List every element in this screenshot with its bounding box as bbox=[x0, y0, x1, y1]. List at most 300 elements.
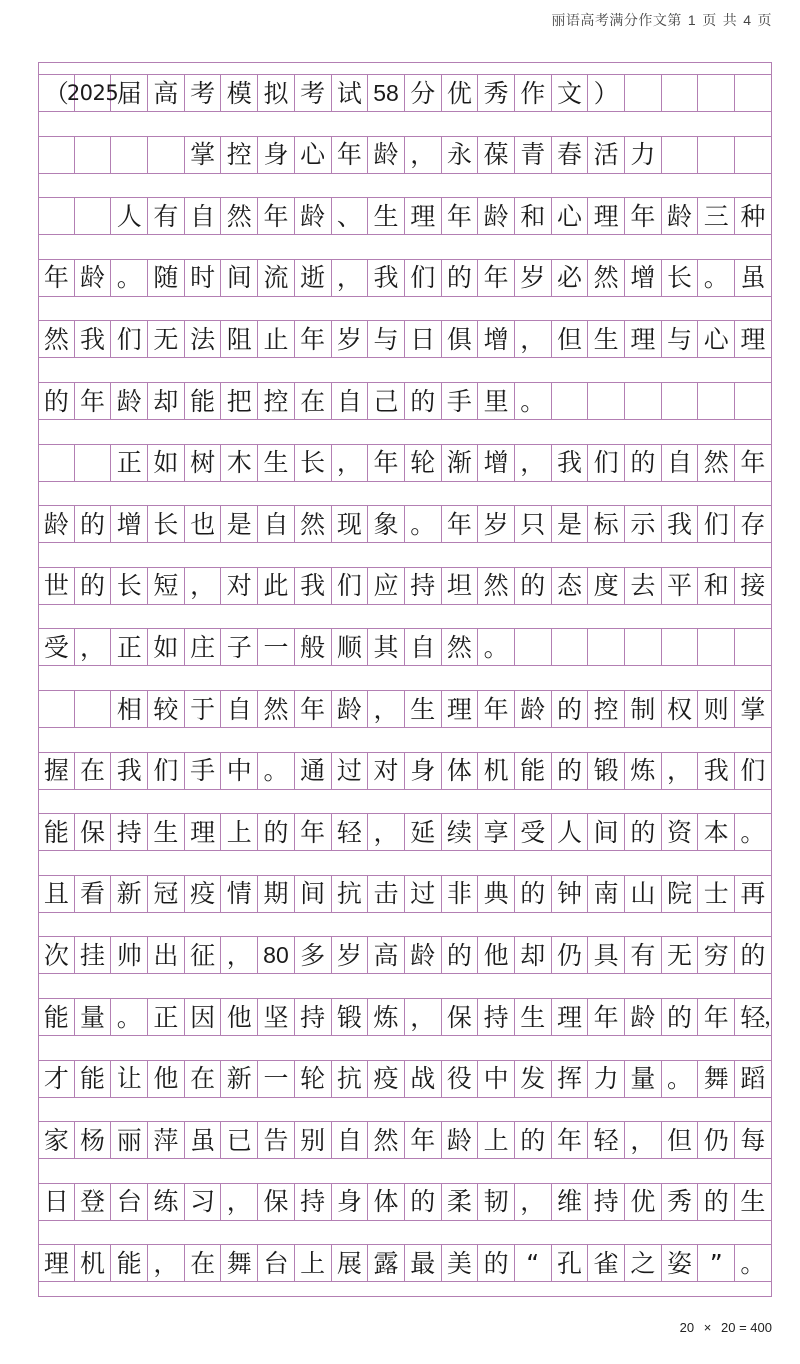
grid-cell: 模 bbox=[221, 75, 258, 111]
grid-cell: 三 bbox=[698, 198, 735, 234]
page-label: 页 bbox=[702, 13, 717, 29]
grid-row bbox=[38, 1244, 772, 1282]
grid-cell: 持 bbox=[478, 999, 515, 1035]
grid-cell: 把 bbox=[221, 383, 258, 419]
grid-cell: 年 bbox=[478, 260, 515, 296]
grid-cell: 青 bbox=[515, 137, 552, 173]
grid-cell: 他 bbox=[478, 937, 515, 973]
grid-cell: 韧 bbox=[478, 1184, 515, 1220]
grid-cell: 持 bbox=[111, 814, 148, 850]
grid-cell: 登 bbox=[75, 1184, 112, 1220]
grid-cell: 木 bbox=[221, 445, 258, 481]
grid-cell: 一 bbox=[258, 1061, 295, 1097]
grid-cell: 我 bbox=[295, 568, 332, 604]
grid-cell: 春 bbox=[552, 137, 589, 173]
grid-cell: 量 bbox=[75, 999, 112, 1035]
grid-cell: 届 bbox=[111, 75, 148, 111]
grid-cell: 于 bbox=[185, 691, 222, 727]
grid-cell: 渐 bbox=[442, 445, 479, 481]
grid-cell: 上 bbox=[295, 1245, 332, 1281]
grid-cell: ） bbox=[588, 75, 625, 111]
grid-cell: 挥 bbox=[552, 1061, 589, 1097]
grid-cell: 机 bbox=[478, 753, 515, 789]
grid-cell: 持 bbox=[588, 1184, 625, 1220]
grid-cell: 征 bbox=[185, 937, 222, 973]
grid-cell: 保 bbox=[258, 1184, 295, 1220]
page-total: 4 bbox=[743, 12, 752, 28]
grid-cell: 顺 bbox=[332, 629, 369, 665]
grid-cell: 情 bbox=[221, 876, 258, 912]
grid-cell: 我 bbox=[111, 753, 148, 789]
grid-cell: 己 bbox=[368, 383, 405, 419]
grid-row bbox=[38, 259, 772, 297]
grid-row bbox=[38, 444, 772, 482]
grid-cell: 权 bbox=[662, 691, 699, 727]
grid-cell: 钟 bbox=[552, 876, 589, 912]
grid-cell: 控 bbox=[588, 691, 625, 727]
grid-cell: 家 bbox=[38, 1122, 75, 1158]
grid-cell: 龄 bbox=[368, 137, 405, 173]
grid-cell: 长 bbox=[111, 568, 148, 604]
grid-cell: 体 bbox=[442, 753, 479, 789]
grid-cell: 且 bbox=[38, 876, 75, 912]
grid-cell: 能 bbox=[38, 814, 75, 850]
grid-cell: 如 bbox=[148, 445, 185, 481]
grid-cell: 止 bbox=[258, 321, 295, 357]
grid-cell: 炼 bbox=[368, 999, 405, 1035]
grid-row bbox=[38, 690, 772, 728]
grid-cell: 年 bbox=[295, 691, 332, 727]
grid-cell: 的 bbox=[405, 1184, 442, 1220]
grid-cell: 在 bbox=[185, 1061, 222, 1097]
grid-cell: 日 bbox=[38, 1184, 75, 1220]
grid-cell: 年 bbox=[442, 506, 479, 542]
grid-cell: 。 bbox=[478, 629, 515, 665]
document-title: 丽语高考满分作文第 bbox=[551, 13, 682, 29]
grid-cell: 时 bbox=[185, 260, 222, 296]
grid-row bbox=[38, 1060, 772, 1098]
grid-cell: 也 bbox=[185, 506, 222, 542]
grid-cell: 们 bbox=[332, 568, 369, 604]
grid-cell: 舞 bbox=[221, 1245, 258, 1281]
grid-cell: 的 bbox=[442, 260, 479, 296]
grid-cell: 们 bbox=[148, 753, 185, 789]
grid-cell bbox=[735, 137, 772, 173]
grid-cell: 能 bbox=[111, 1245, 148, 1281]
grid-cell: 受 bbox=[38, 629, 75, 665]
grid-cell: 锻 bbox=[588, 753, 625, 789]
grid-cell: 持 bbox=[295, 1184, 332, 1220]
total-label: 共 bbox=[722, 13, 738, 29]
grid-cell: 我 bbox=[662, 506, 699, 542]
grid-cell: 年 bbox=[552, 1122, 589, 1158]
grid-cell: 岁 bbox=[478, 506, 515, 542]
grid-cell: 态 bbox=[552, 568, 589, 604]
grid-cell: 的 bbox=[662, 999, 699, 1035]
grid-cell: 享 bbox=[478, 814, 515, 850]
grid-cell: 对 bbox=[368, 753, 405, 789]
grid-cell: 持 bbox=[295, 999, 332, 1035]
grid-cell: ， bbox=[75, 629, 112, 665]
grid-cell: ， bbox=[148, 1245, 185, 1281]
grid-cell: 长 bbox=[662, 260, 699, 296]
grid-cell: 手 bbox=[442, 383, 479, 419]
grid-cell: 美 bbox=[442, 1245, 479, 1281]
grid-cell: 和 bbox=[515, 198, 552, 234]
grid-cell: 续 bbox=[442, 814, 479, 850]
grid-cell: 心 bbox=[552, 198, 589, 234]
grid-cell: 然 bbox=[698, 445, 735, 481]
grid-cell bbox=[38, 137, 75, 173]
grid-cell: 抗 bbox=[332, 1061, 369, 1097]
grid-cell: 新 bbox=[221, 1061, 258, 1097]
grid-cell: 然 bbox=[38, 321, 75, 357]
grid-cell: 典 bbox=[478, 876, 515, 912]
grid-cell: 正 bbox=[148, 999, 185, 1035]
grid-cell: 的 bbox=[515, 876, 552, 912]
grid-cell: 年 bbox=[442, 198, 479, 234]
grid-cell: 身 bbox=[258, 137, 295, 173]
grid-cell: 的 bbox=[75, 506, 112, 542]
grid-cell bbox=[38, 445, 75, 481]
grid-cell: 增 bbox=[478, 321, 515, 357]
composition-grid-sheet bbox=[38, 62, 786, 1297]
grid-cell bbox=[698, 75, 735, 111]
grid-cell: 上 bbox=[221, 814, 258, 850]
grid-cell: 习 bbox=[185, 1184, 222, 1220]
grid-cell: 掌 bbox=[735, 691, 772, 727]
grid-cell: 逝 bbox=[295, 260, 332, 296]
grid-cell: 现 bbox=[332, 506, 369, 542]
grid-cell: 人 bbox=[111, 198, 148, 234]
grid-cell: 让 bbox=[111, 1061, 148, 1097]
grid-cell bbox=[662, 629, 699, 665]
grid-cell: 58 bbox=[368, 75, 405, 111]
grid-cell: 正 bbox=[111, 445, 148, 481]
grid-cell: 庄 bbox=[185, 629, 222, 665]
grid-cell: 与 bbox=[662, 321, 699, 357]
grid-cell: 。 bbox=[735, 1245, 772, 1281]
grid-cell: 然 bbox=[442, 629, 479, 665]
grid-cell: 挂 bbox=[75, 937, 112, 973]
grid-cell: 秀 bbox=[662, 1184, 699, 1220]
grid-cell bbox=[735, 75, 772, 111]
grid-cell bbox=[625, 75, 662, 111]
grid-cell: ， bbox=[625, 1122, 662, 1158]
grid-cell bbox=[552, 383, 589, 419]
grid-cell: 台 bbox=[258, 1245, 295, 1281]
grid-cell: 别 bbox=[295, 1122, 332, 1158]
grid-cell: 练 bbox=[148, 1184, 185, 1220]
grid-cell: 炼 bbox=[625, 753, 662, 789]
grid-cell: 延 bbox=[405, 814, 442, 850]
grid-cell: ， bbox=[405, 137, 442, 173]
grid-cell: 仍 bbox=[698, 1122, 735, 1158]
grid-cell: 保 bbox=[75, 814, 112, 850]
grid-cell: 疫 bbox=[185, 876, 222, 912]
grid-cell bbox=[552, 629, 589, 665]
grid-cell: 度 bbox=[588, 568, 625, 604]
grid-cell: 多 bbox=[295, 937, 332, 973]
grid-cell: 的 bbox=[552, 753, 589, 789]
grid-cell: 然 bbox=[368, 1122, 405, 1158]
grid-cell: 理 bbox=[442, 691, 479, 727]
grid-cell: 舞 bbox=[698, 1061, 735, 1097]
grid-cell: 增 bbox=[625, 260, 662, 296]
grid-cell: 生 bbox=[148, 814, 185, 850]
grid-cell: 他 bbox=[221, 999, 258, 1035]
grid-cell: 锻 bbox=[332, 999, 369, 1035]
footer-times: × bbox=[703, 1320, 712, 1335]
grid-cell: 般 bbox=[295, 629, 332, 665]
grid-cell: 活 bbox=[588, 137, 625, 173]
grid-cell: 自 bbox=[405, 629, 442, 665]
grid-cell: 资 bbox=[662, 814, 699, 850]
grid-cell: 龄 bbox=[515, 691, 552, 727]
grid-cell: 岁 bbox=[332, 321, 369, 357]
grid-cell: 自 bbox=[185, 198, 222, 234]
grid-cell: 永 bbox=[442, 137, 479, 173]
grid-cell: 却 bbox=[148, 383, 185, 419]
grid-row bbox=[38, 752, 772, 790]
grid-cell bbox=[588, 629, 625, 665]
grid-cell: 年 bbox=[295, 321, 332, 357]
footer-rows: 20 bbox=[720, 1320, 736, 1335]
grid-cell: 台 bbox=[111, 1184, 148, 1220]
grid-cell: 萍 bbox=[148, 1122, 185, 1158]
grid-cell: 发 bbox=[515, 1061, 552, 1097]
grid-cell: 生 bbox=[588, 321, 625, 357]
grid-cell: ， bbox=[515, 445, 552, 481]
grid-cell: 我 bbox=[552, 445, 589, 481]
grid-cell: 柔 bbox=[442, 1184, 479, 1220]
grid-cell: 次 bbox=[38, 937, 75, 973]
grid-cell: ， bbox=[332, 260, 369, 296]
grid-row bbox=[38, 382, 772, 420]
grid-cell: 展 bbox=[332, 1245, 369, 1281]
grid-cell: 然 bbox=[588, 260, 625, 296]
grid-cell: 间 bbox=[295, 876, 332, 912]
grid-cell bbox=[38, 198, 75, 234]
grid-cell: 龄 bbox=[111, 383, 148, 419]
grid-cell: 应 bbox=[368, 568, 405, 604]
grid-cell: 疫 bbox=[368, 1061, 405, 1097]
grid-cell: 则 bbox=[698, 691, 735, 727]
grid-cell: 与 bbox=[368, 321, 405, 357]
grid-cell: 此 bbox=[258, 568, 295, 604]
grid-cell: 然 bbox=[221, 198, 258, 234]
grid-cell bbox=[625, 383, 662, 419]
footer-total: 400 bbox=[750, 1320, 772, 1335]
grid-cell: ， bbox=[515, 321, 552, 357]
grid-cell: 轻 bbox=[588, 1122, 625, 1158]
grid-cell: 战 bbox=[405, 1061, 442, 1097]
grid-cell: 在 bbox=[75, 753, 112, 789]
grid-cell: 南 bbox=[588, 876, 625, 912]
grid-cell: 作 bbox=[515, 75, 552, 111]
grid-cell: 我 bbox=[368, 260, 405, 296]
grid-cell: 去 bbox=[625, 568, 662, 604]
grid-cell: 持 bbox=[405, 568, 442, 604]
grid-cell: 流 bbox=[258, 260, 295, 296]
grid-row bbox=[38, 136, 772, 174]
grid-cell: ， bbox=[405, 999, 442, 1035]
grid-cell: 击 bbox=[368, 876, 405, 912]
grid-cell: 龄 bbox=[442, 1122, 479, 1158]
overflow-punctuation: ， bbox=[763, 1005, 786, 1030]
grid-cell: 心 bbox=[698, 321, 735, 357]
grid-cell: 维 bbox=[552, 1184, 589, 1220]
grid-cell: 增 bbox=[111, 506, 148, 542]
grid-cell: 生 bbox=[405, 691, 442, 727]
grid-cell: 们 bbox=[588, 445, 625, 481]
grid-cell: 力 bbox=[625, 137, 662, 173]
grid-row bbox=[38, 505, 772, 543]
grid-cell: 拟 bbox=[258, 75, 295, 111]
grid-cell: 体 bbox=[368, 1184, 405, 1220]
grid-cell: 生 bbox=[515, 999, 552, 1035]
grid-cell: 龄 bbox=[75, 260, 112, 296]
grid-cell bbox=[75, 445, 112, 481]
grid-cell: 的 bbox=[38, 383, 75, 419]
grid-cell bbox=[698, 137, 735, 173]
grid-row bbox=[38, 320, 772, 358]
grid-cell: 人 bbox=[552, 814, 589, 850]
grid-cell: 们 bbox=[698, 506, 735, 542]
grid-cell: 轮 bbox=[295, 1061, 332, 1097]
grid-cell: 坦 bbox=[442, 568, 479, 604]
grid-cell: 非 bbox=[442, 876, 479, 912]
grid-cell: 较 bbox=[148, 691, 185, 727]
grid-cell: 仍 bbox=[552, 937, 589, 973]
grid-cell: 年 bbox=[588, 999, 625, 1035]
grid-cell: 80 bbox=[258, 937, 295, 973]
grid-cell: 长 bbox=[295, 445, 332, 481]
grid-size-footer bbox=[680, 1320, 772, 1335]
page-label-2: 页 bbox=[757, 13, 772, 29]
grid-cell: 轻 bbox=[735, 999, 772, 1035]
grid-cell: 龄 bbox=[332, 691, 369, 727]
grid-cell: 自 bbox=[332, 1122, 369, 1158]
grid-cell: 种 bbox=[735, 198, 772, 234]
grid-cell: 理 bbox=[38, 1245, 75, 1281]
footer-equals: = bbox=[739, 1320, 747, 1335]
grid-cell: 龄 bbox=[662, 198, 699, 234]
grid-cell: 们 bbox=[405, 260, 442, 296]
grid-cell: 。 bbox=[111, 260, 148, 296]
grid-cell: 年 bbox=[625, 198, 662, 234]
grid-cell: 优 bbox=[625, 1184, 662, 1220]
grid-cell: 和 bbox=[698, 568, 735, 604]
grid-cell bbox=[625, 629, 662, 665]
grid-cell: 虽 bbox=[735, 260, 772, 296]
grid-cell: 龄 bbox=[478, 198, 515, 234]
grid-cell: 姿 bbox=[662, 1245, 699, 1281]
grid-cell: 因 bbox=[185, 999, 222, 1035]
grid-cell: 本 bbox=[698, 814, 735, 850]
grid-cell: 秀 bbox=[478, 75, 515, 111]
grid-cell: 法 bbox=[185, 321, 222, 357]
grid-cell: 无 bbox=[662, 937, 699, 973]
grid-cell bbox=[735, 383, 772, 419]
grid-cell: 考 bbox=[295, 75, 332, 111]
grid-cell: 穷 bbox=[698, 937, 735, 973]
grid-cell bbox=[515, 629, 552, 665]
grid-cell: 控 bbox=[258, 383, 295, 419]
grid-cell: 能 bbox=[38, 999, 75, 1035]
grid-cell: 年 bbox=[75, 383, 112, 419]
grid-cell: 。 bbox=[662, 1061, 699, 1097]
grid-cell bbox=[75, 137, 112, 173]
grid-cell: ， bbox=[221, 1184, 258, 1220]
grid-cell: 理 bbox=[185, 814, 222, 850]
grid-cell: 雀 bbox=[588, 1245, 625, 1281]
grid-cell: 能 bbox=[185, 383, 222, 419]
grid-cell: 告 bbox=[258, 1122, 295, 1158]
grid-cell: 自 bbox=[332, 383, 369, 419]
grid-cell: 他 bbox=[148, 1061, 185, 1097]
grid-row bbox=[38, 74, 772, 112]
grid-cell: 。 bbox=[258, 753, 295, 789]
grid-cell: 年 bbox=[332, 137, 369, 173]
grid-row bbox=[38, 628, 772, 666]
grid-cell: 们 bbox=[735, 753, 772, 789]
grid-cell: 们 bbox=[111, 321, 148, 357]
grid-cell: 的 bbox=[552, 691, 589, 727]
grid-cell: 阻 bbox=[221, 321, 258, 357]
grid-cell: 中 bbox=[221, 753, 258, 789]
grid-cell: 随 bbox=[148, 260, 185, 296]
grid-cell: 增 bbox=[478, 445, 515, 481]
grid-cell: 优 bbox=[442, 75, 479, 111]
grid-cell: 自 bbox=[662, 445, 699, 481]
grid-cell: 对 bbox=[221, 568, 258, 604]
grid-cell: 我 bbox=[75, 321, 112, 357]
grid-cell: 。 bbox=[111, 999, 148, 1035]
grid-cell: 过 bbox=[332, 753, 369, 789]
grid-cell: 孔 bbox=[552, 1245, 589, 1281]
footer-cols: 20 bbox=[679, 1320, 695, 1335]
grid-cell: 高 bbox=[368, 937, 405, 973]
grid-cell: 手 bbox=[185, 753, 222, 789]
grid-cell: 能 bbox=[75, 1061, 112, 1097]
grid-cell: 长 bbox=[148, 506, 185, 542]
grid-cell: 我 bbox=[698, 753, 735, 789]
grid-cell: ， bbox=[221, 937, 258, 973]
grid-row bbox=[38, 998, 786, 1036]
grid-cell: 出 bbox=[148, 937, 185, 973]
grid-cell bbox=[75, 198, 112, 234]
grid-cell: 帅 bbox=[111, 937, 148, 973]
grid-cell: 间 bbox=[588, 814, 625, 850]
grid-cell: 中 bbox=[478, 1061, 515, 1097]
grid-cell: 役 bbox=[442, 1061, 479, 1097]
grid-cell: 量 bbox=[625, 1061, 662, 1097]
grid-cell: 示 bbox=[625, 506, 662, 542]
grid-cell: 文 bbox=[552, 75, 589, 111]
grid-cell: 理 bbox=[625, 321, 662, 357]
grid-cell: 的 bbox=[515, 1122, 552, 1158]
grid-cell: 理 bbox=[735, 321, 772, 357]
grid-cell: 期 bbox=[258, 876, 295, 912]
grid-cell bbox=[588, 383, 625, 419]
grid-cell: 具 bbox=[588, 937, 625, 973]
grid-cell: 过 bbox=[405, 876, 442, 912]
grid-cell: 世 bbox=[38, 568, 75, 604]
page-current: 1 bbox=[687, 12, 697, 28]
grid-cell: 日 bbox=[405, 321, 442, 357]
grid-cell: 机 bbox=[75, 1245, 112, 1281]
